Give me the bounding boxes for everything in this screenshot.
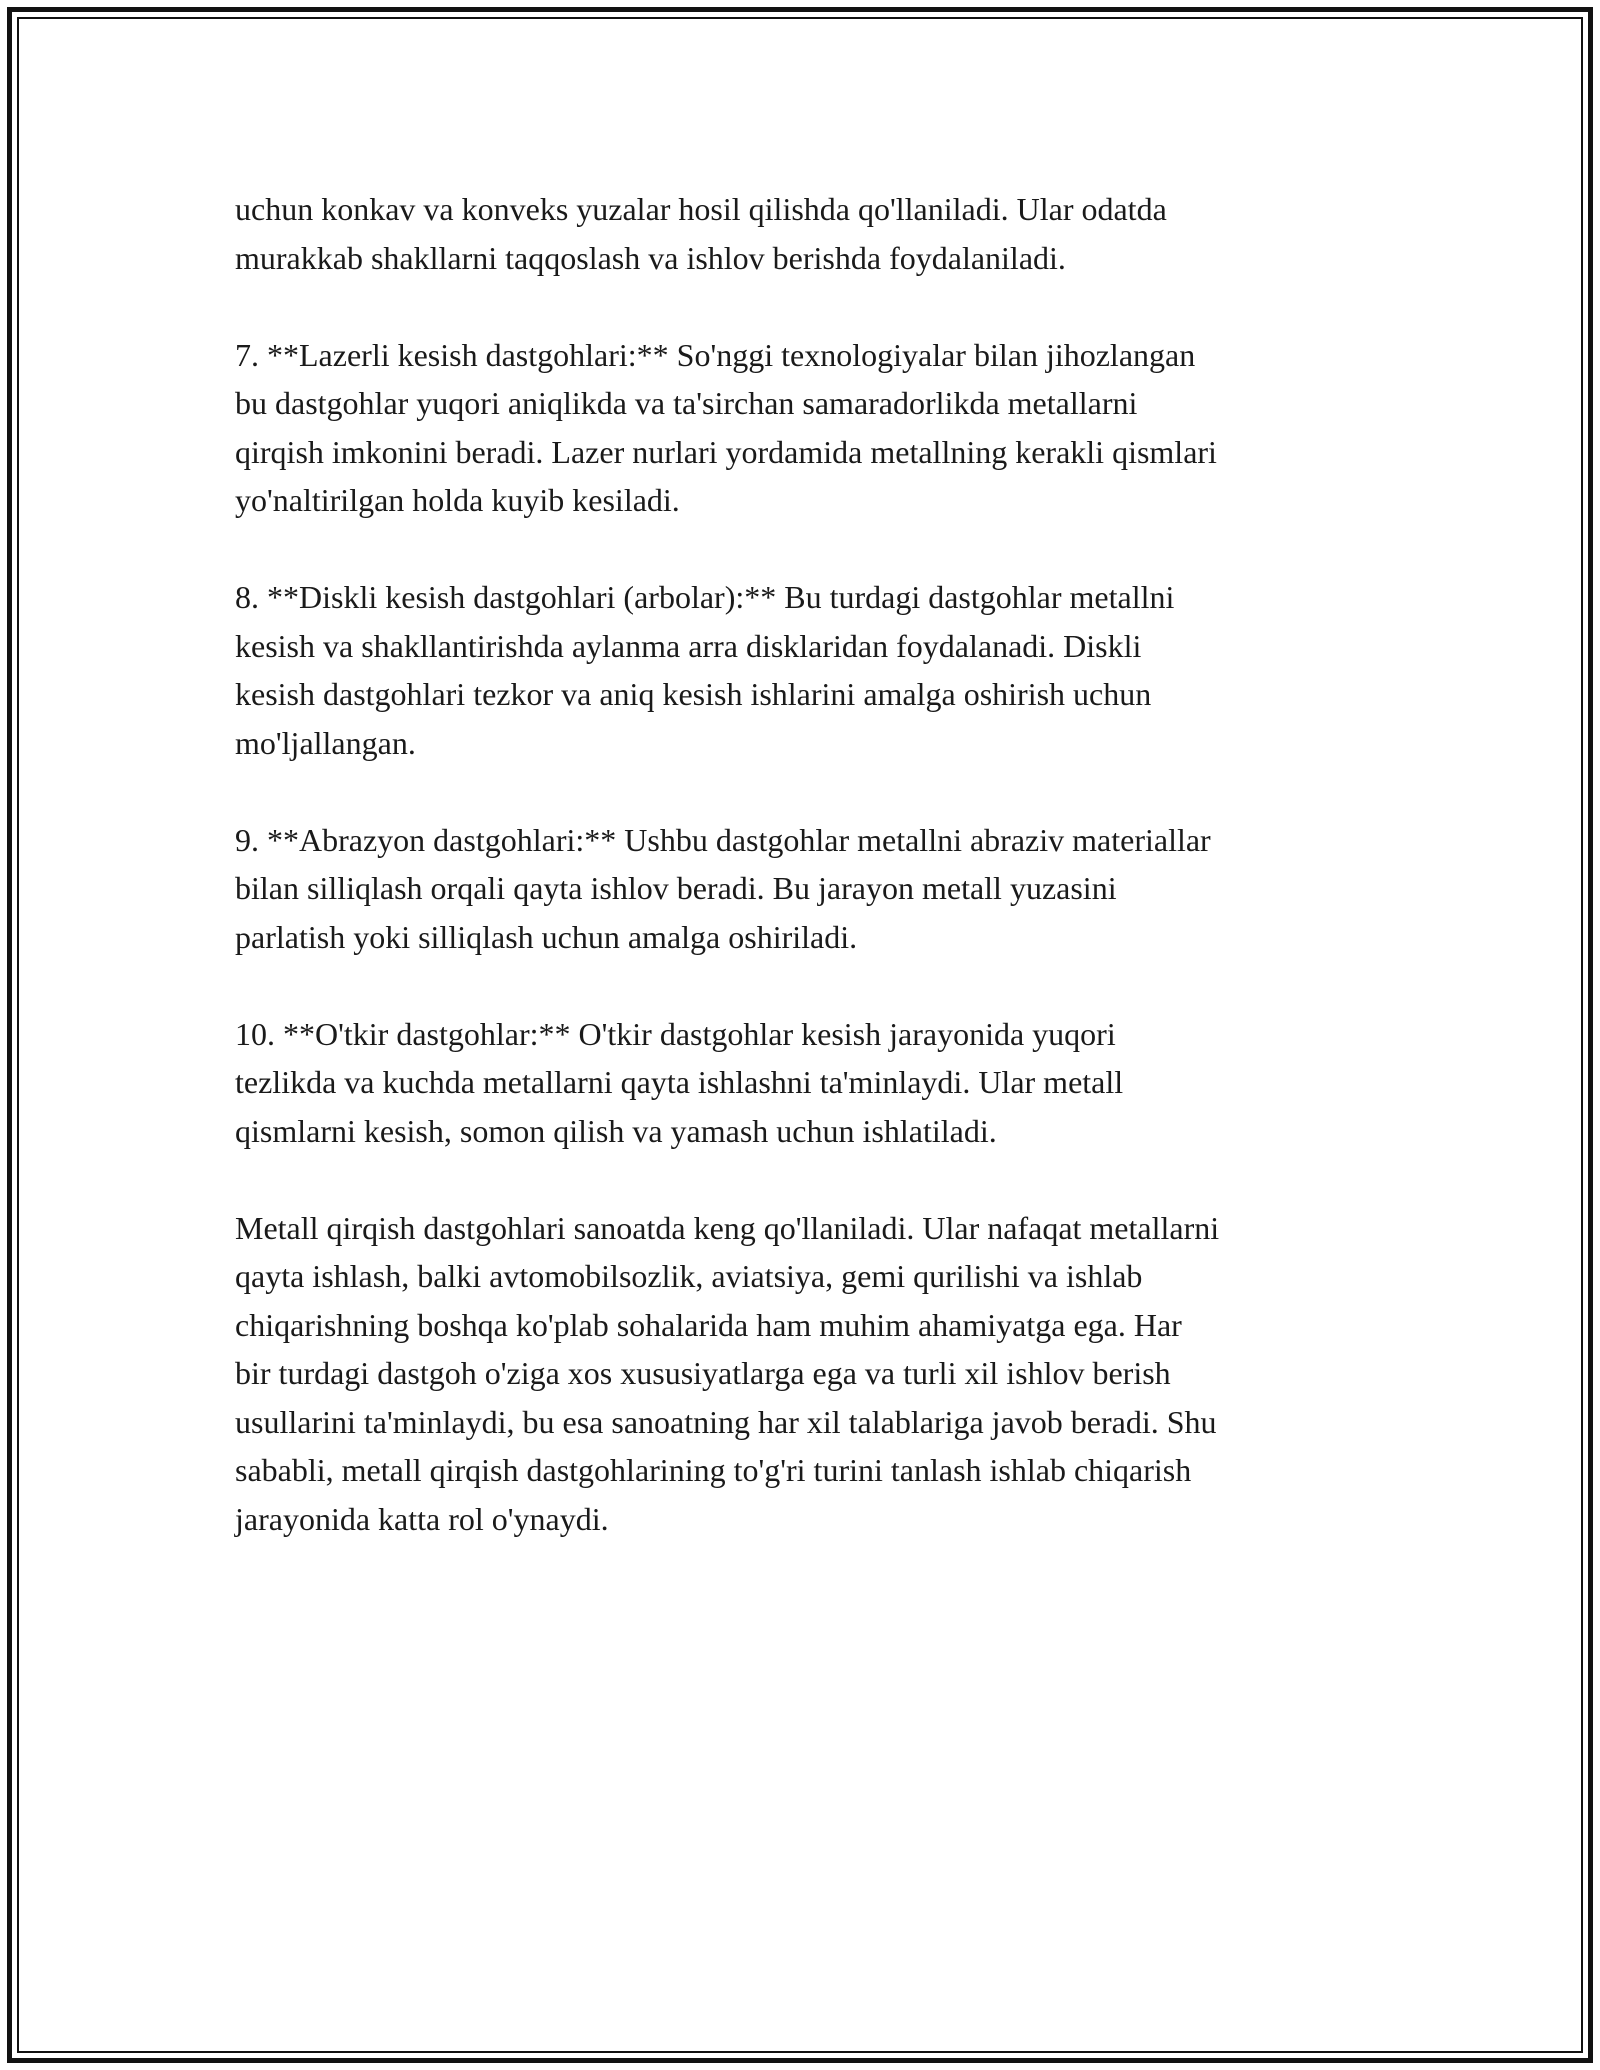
paragraph-conclusion: Metall qirqish dastgohlari sanoatda keng qo'llaniladi. Ular nafaqat metallarni qayta ishlash, balki avtomobilsozlik, aviatsiya, gemi qurilishi va ishlab chiqarishning boshqa ko'plab sohalarida ham muhim ahamiyatga ega. Har bir turdagi dastgoh o'ziga xos xususiyatlarga ega va turli xil ishlov berish usullarini ta'minlaydi, bu esa sanoatning har xil talablariga javob beradi. Shu sababli, metall qirqish dastgohlarining to'g'ri turini tanlash ishlab chiqarish jarayonida katta rol o'ynaydi. xyxy=(235,1209,1220,1537)
paragraph-item-9: 9. **Abrazyon dastgohlari:** Ushbu dastgohlar metallni abraziv materiallar bilan silliqlash orqali qayta ishlov beradi. Bu jarayon metall yuzasini parlatish yoki silliqlash uchun amalga oshiriladi. xyxy=(235,821,1211,955)
paragraph-item-7: 7. **Lazerli kesish dastgohlari:** So'nggi texnologiyalar bilan jihozlangan bu dastgohlar yuqori aniqlikda va ta'sirchan samaradorlikda metallarni qirqish imkonini beradi. Lazer nurlari yordamida metallning kerakli qismlari yo'naltirilgan holda kuyib kesiladi. xyxy=(235,336,1217,518)
document-body xyxy=(235,185,1375,1592)
paragraph-intro-continuation: uchun konkav va konveks yuzalar hosil qilishda qo'llaniladi. Ular odatda murakkab shakllarni taqqoslash va ishlov berishda foydalaniladi. xyxy=(235,191,1167,276)
paragraph-item-8: 8. **Diskli kesish dastgohlari (arbolar):** Bu turdagi dastgohlar metallni kesish va shakllantirishda aylanma arra disklaridan foydalanadi. Diskli kesish dastgohlari tezkor va aniq kesish ishlarini amalga oshirish uchun mo'ljallangan. xyxy=(235,579,1175,761)
paragraph-item-10: 10. **O'tkir dastgohlar:** O'tkir dastgohlar kesish jarayonida yuqori tezlikda va kuchda metallarni qayta ishlashni ta'minlaydi. Ular metall qismlarni kesish, somon qilish va yamash uchun ishlatiladi. xyxy=(235,1015,1124,1149)
